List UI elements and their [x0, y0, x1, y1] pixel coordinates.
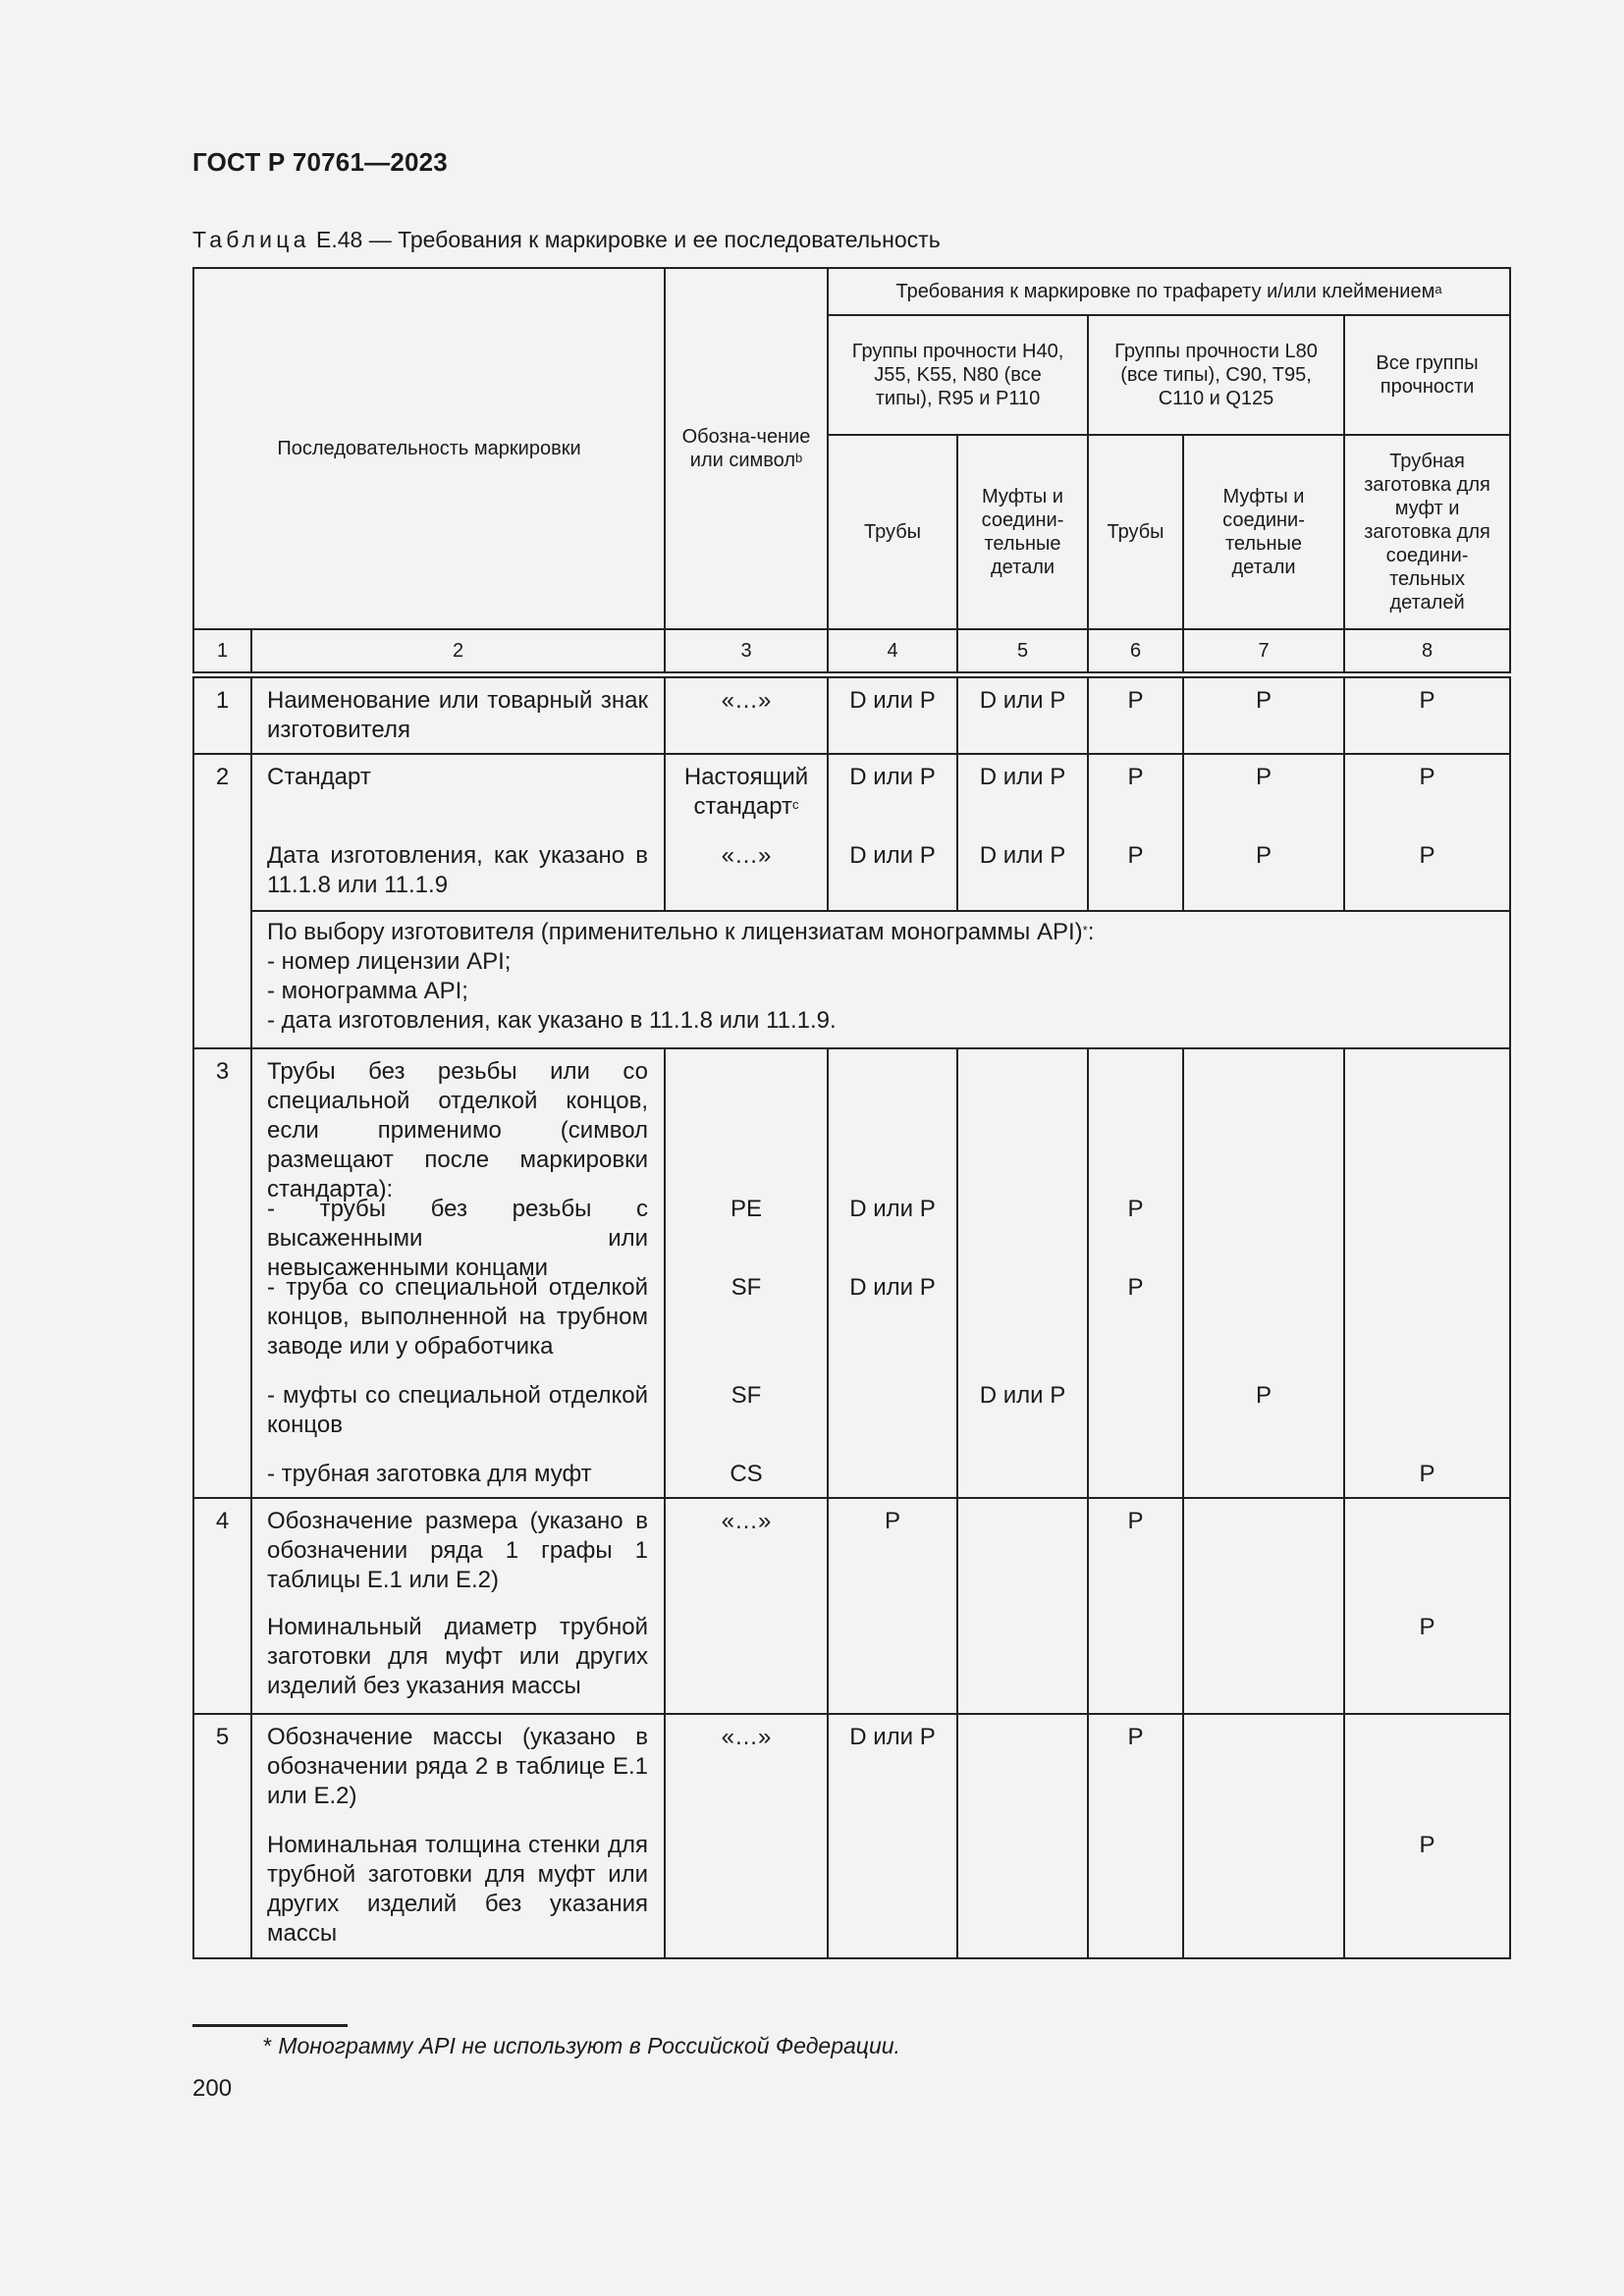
- row-symbol: PE SF SF CS: [665, 1048, 828, 1498]
- cell-value: D или P: [957, 675, 1088, 755]
- note-item: - монограмма API;: [267, 978, 468, 1004]
- head-pipes-2: Трубы: [1088, 435, 1183, 629]
- document-code: ГОСТ Р 70761—2023: [192, 147, 448, 177]
- note-heading: По выбору изготовителя (применительно к лицензиатам монограммы API)*:: [267, 919, 1095, 945]
- cell-value: [957, 1498, 1088, 1714]
- row-number: 5: [193, 1714, 251, 1958]
- table-row-note: [193, 911, 1510, 1048]
- row-5-wall-thickness: Номинальная толщина стенки для трубной заготовки для муфт или других изделий без указания массы: [267, 1832, 649, 1947]
- head-billet: Трубная заготовка для муфт и заготовка для соедини-тельных деталей: [1344, 435, 1510, 629]
- row-3-item-pe: - трубы без резьбы с высаженными или невысаженными концами: [267, 1196, 649, 1281]
- cell-value: P: [1344, 1048, 1510, 1498]
- footnote-divider: [192, 2024, 348, 2027]
- row-description: Наименование или товарный знак изготовителя: [251, 675, 665, 755]
- col-index: 2: [251, 629, 665, 675]
- col-index: 4: [828, 629, 957, 675]
- row-number: 3: [193, 1048, 251, 1498]
- cell-value: D или P D или P: [957, 754, 1088, 911]
- cell-value: [957, 1714, 1088, 1958]
- column-index-row: [193, 629, 1510, 675]
- row-symbol: «…»: [665, 675, 828, 755]
- row-2-standard-label: Стандарт: [267, 764, 371, 790]
- cell-value: P: [1088, 1714, 1183, 1958]
- caption-text: E.48 — Требования к маркировке и ее последовательность: [315, 227, 941, 252]
- head-couplings: Муфты и соедини-тельные детали: [957, 435, 1088, 629]
- caption-label: Таблица: [192, 227, 310, 252]
- head-group-3: Все группы прочности: [1344, 315, 1510, 435]
- cell-value: P: [1183, 1048, 1344, 1498]
- head-requirements: Требования к маркировке по трафарету и/или клеймением$^a$: [828, 268, 1510, 315]
- row-3-intro: Трубы без резьбы или со специальной отделкой концов, если применимо (символ размещают после маркировки стандарта):: [267, 1058, 649, 1202]
- row-2-note: [251, 911, 1510, 1048]
- table-row: [193, 1498, 1510, 1714]
- row-2-standard-symbol: Настоящий стандарт$^c$: [683, 764, 809, 820]
- row-2-date-label: Дата изготовления, как указано в 11.1.8 или 11.1.9: [267, 842, 649, 898]
- cell-value: P P: [1183, 754, 1344, 911]
- footnote-marker: *: [263, 2033, 272, 2058]
- row-symbol: [665, 754, 828, 911]
- head-couplings-2: Муфты и соедини-тельные детали: [1183, 435, 1344, 629]
- row-symbol: «…»: [665, 1498, 828, 1714]
- row-3-item-sf-coupling: - муфты со специальной отделкой концов: [267, 1382, 649, 1438]
- footnote-text: Монограмму API не используют в Российской Федерации.: [278, 2033, 900, 2058]
- col-index: 7: [1183, 629, 1344, 675]
- header-row-1: [193, 268, 1510, 315]
- row-description: [251, 754, 665, 911]
- marking-table: [192, 267, 1511, 1959]
- col-index: 6: [1088, 629, 1183, 675]
- cell-value: P: [1183, 675, 1344, 755]
- row-number: 4: [193, 1498, 251, 1714]
- head-group-2: Группы прочности L80 (все типы), C90, T95, C110 и Q125: [1088, 315, 1344, 435]
- row-symbol: «…»: [665, 1714, 828, 1958]
- cell-value: P: [828, 1498, 957, 1714]
- row-description: [251, 1714, 665, 1958]
- note-item: - дата изготовления, как указано в 11.1.8 или 11.1.9.: [267, 1007, 837, 1034]
- cell-value: P: [1344, 675, 1510, 755]
- row-description: [251, 1048, 665, 1498]
- cell-value: P: [1088, 1498, 1183, 1714]
- page-number: 200: [192, 2075, 233, 2102]
- row-number: 2: [193, 754, 251, 1048]
- row-number: 1: [193, 675, 251, 755]
- row-description: [251, 1498, 665, 1714]
- cell-value: P P: [1344, 754, 1510, 911]
- cell-value: D или P: [957, 1048, 1088, 1498]
- row-5-mass: Обозначение массы (указано в обозначении ряда 2 в таблице E.1 или E.2): [267, 1724, 649, 1809]
- col-index: 3: [665, 629, 828, 675]
- note-item: - номер лицензии API;: [267, 948, 512, 975]
- table-row: [193, 675, 1510, 755]
- row-4-size: Обозначение размера (указано в обозначении ряда 1 графы 1 таблицы E.1 или E.2): [267, 1508, 649, 1593]
- cell-value: [1183, 1714, 1344, 1958]
- cell-value: D или P: [828, 675, 957, 755]
- row-4-billet-diameter: Номинальный диаметр трубной заготовки для муфт или других изделий без указания массы: [267, 1614, 649, 1699]
- col-index: 1: [193, 629, 251, 675]
- table-row: [193, 754, 1510, 911]
- cell-value: D или P D или P: [828, 754, 957, 911]
- cell-value: P: [1344, 1714, 1510, 1958]
- head-pipes: Трубы: [828, 435, 957, 629]
- cell-value: D или P: [828, 1714, 957, 1958]
- col-index: 5: [957, 629, 1088, 675]
- cell-value: P P: [1088, 1048, 1183, 1498]
- row-2-date-symbol: «…»: [721, 842, 772, 869]
- cell-value: D или P D или P: [828, 1048, 957, 1498]
- row-3-item-sf-pipe: - труба со специальной отделкой концов, выполненной на трубном заводе или у обработчика: [267, 1274, 649, 1360]
- table-row: [193, 1048, 1510, 1498]
- table-caption: [192, 227, 941, 253]
- cell-value: P: [1088, 675, 1183, 755]
- head-group-1: Группы прочности H40, J55, K55, N80 (все типы), R95 и P110: [828, 315, 1088, 435]
- cell-value: [1183, 1498, 1344, 1714]
- footnote: [263, 2033, 900, 2059]
- row-3-item-cs: - трубная заготовка для муфт: [267, 1461, 592, 1487]
- col-index: 8: [1344, 629, 1510, 675]
- cell-value: P: [1344, 1498, 1510, 1714]
- table-row: [193, 1714, 1510, 1958]
- head-sequence: Последовательность маркировки: [193, 268, 665, 629]
- head-designation: Обозна-чение или символ$^b$: [665, 268, 828, 629]
- cell-value: P P: [1088, 754, 1183, 911]
